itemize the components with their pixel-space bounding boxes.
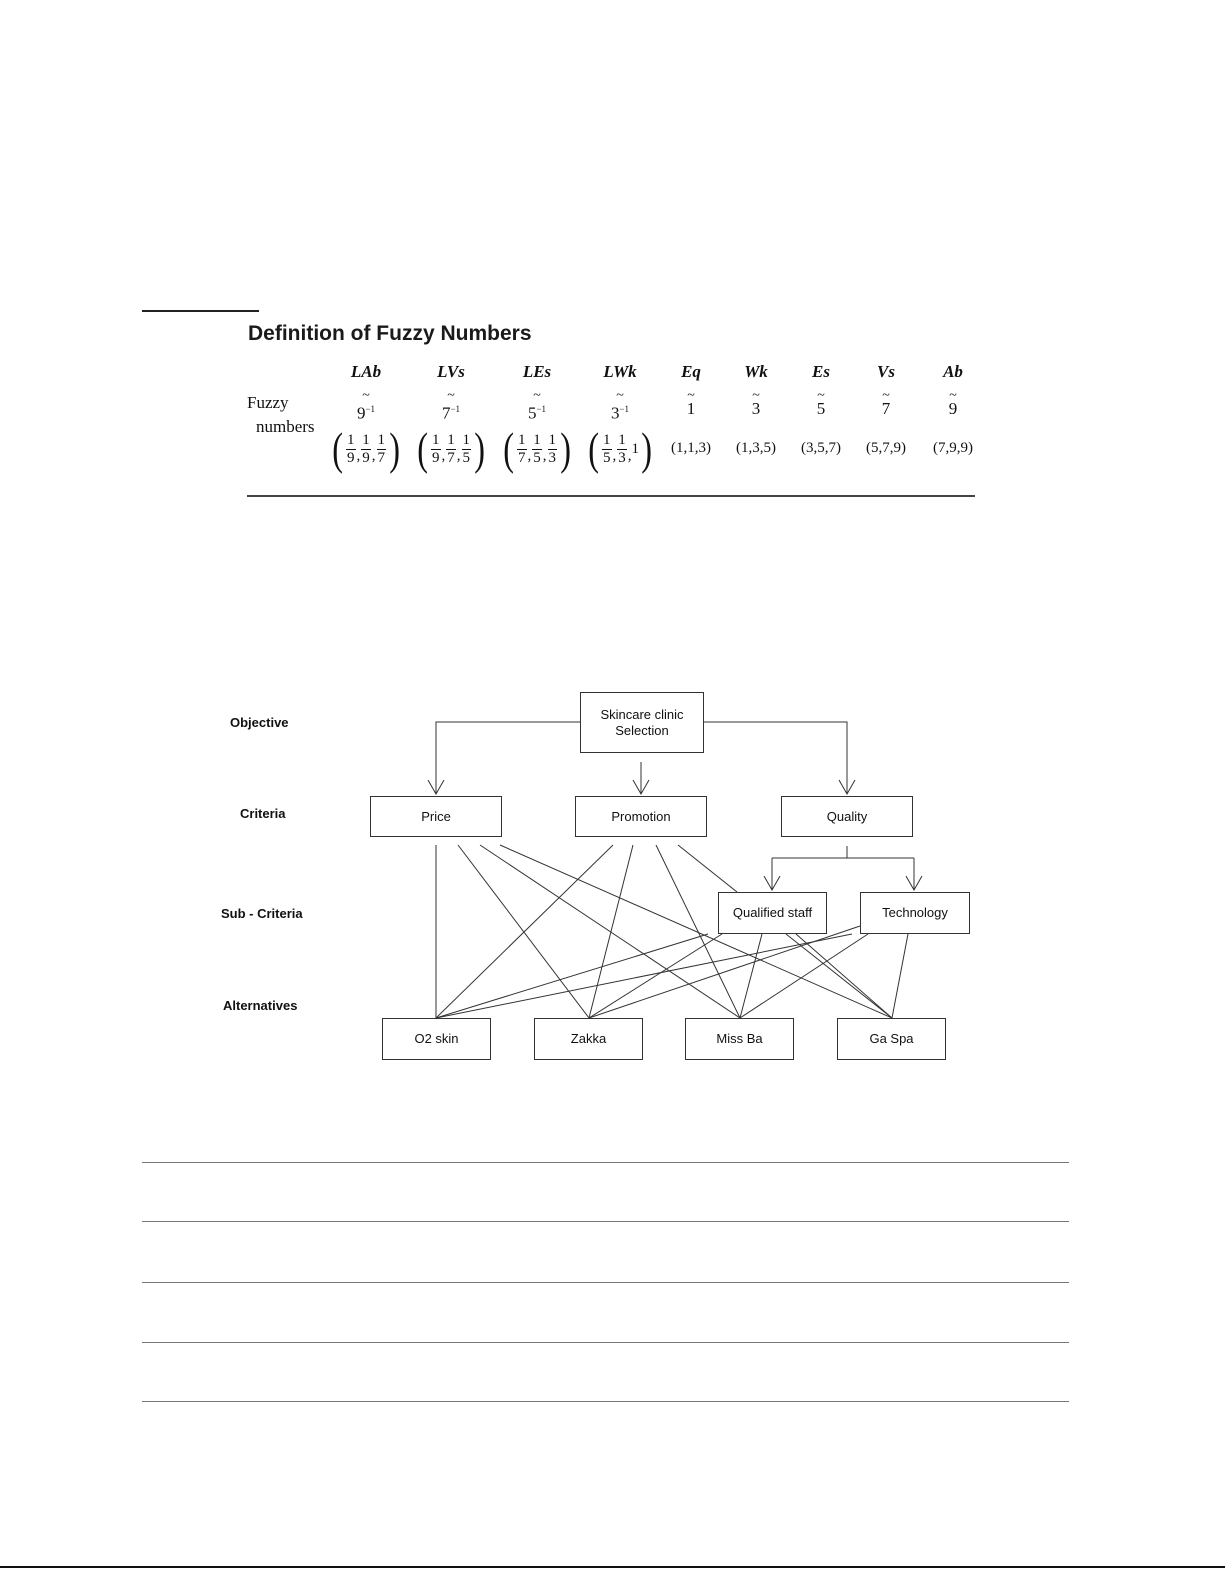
fuzzy-symbol-vs: ~ 7 <box>881 388 891 418</box>
alternative-o2-skin: O2 skin <box>382 1018 491 1060</box>
table-rule-3 <box>142 1282 1069 1283</box>
column-header-lab: LAb <box>350 362 382 381</box>
link-price-gaspa <box>500 845 892 1018</box>
fuzzy-tuple-eq: (1,1,3) <box>671 440 711 456</box>
table-rule-2 <box>142 1221 1069 1222</box>
goal-node: Skincare clinic Selection <box>580 692 704 753</box>
fraction: $\frac{1}{9}$ <box>362 431 370 466</box>
column-header-vs: Vs <box>877 362 895 381</box>
alternative-ga-spa: Ga Spa <box>837 1018 946 1060</box>
criterion-price: Price <box>370 796 502 837</box>
link-staff-o2skin <box>436 934 708 1018</box>
fraction: $\frac{1}{3}$ <box>618 431 626 466</box>
fuzzy-symbol-lwk: ~ $3^{-1}$ <box>610 388 630 423</box>
link-tech-zakka <box>589 926 860 1018</box>
column-header-les: LEs <box>522 362 552 381</box>
fuzzy-tuple-ab: (7,9,9) <box>933 440 973 456</box>
fuzzy-symbol-eq: ~ 1 <box>686 388 696 418</box>
level-label-criteria: Criteria <box>240 806 286 821</box>
fuzzy-symbol-es: ~ 5 <box>816 388 826 418</box>
table-rule-1 <box>142 1162 1069 1163</box>
fraction: $\frac{1}{9}$ <box>347 431 355 466</box>
fuzzy-symbol-ab: ~ 9 <box>948 388 958 418</box>
alternative-miss-ba: Miss Ba <box>685 1018 794 1060</box>
fuzzy-symbol-lab: ~ $9^{-1}$ <box>356 388 376 423</box>
column-header-eq: Eq <box>681 362 701 381</box>
fuzzy-tuple-lvs: ( $\frac{1}{9}$ , $\frac{1}{7}$ , $\frac{1}{5}$ ) <box>416 423 486 474</box>
row-label-fuzzy: Fuzzy <box>247 393 289 412</box>
fuzzy-symbol-lvs: ~ $7^{-1}$ <box>441 388 461 423</box>
fuzzy-tuple-es: (3,5,7) <box>801 440 841 456</box>
link-price-zakka <box>458 845 589 1018</box>
alternative-zakka: Zakka <box>534 1018 643 1060</box>
fraction: $\frac{1}{9}$ <box>432 431 440 466</box>
fuzzy-tuple-wk: (1,3,5) <box>736 440 776 456</box>
level-label-sub-criteria: Sub - Criteria <box>221 906 303 921</box>
column-header-lwk: LWk <box>603 362 637 381</box>
link-promotion-gaspa <box>678 845 737 892</box>
column-header-wk: Wk <box>744 362 768 381</box>
table-title: Definition of Fuzzy Numbers <box>248 322 532 345</box>
column-header-ab: Ab <box>943 362 963 381</box>
fuzzy-symbol-wk: ~ 3 <box>751 388 761 418</box>
column-header-es: Es <box>812 362 830 381</box>
row-label-numbers: numbers <box>256 417 315 436</box>
fraction: $\frac{1}{5}$ <box>462 431 470 466</box>
link-promotion-o2skin <box>436 845 613 1018</box>
fraction: $\frac{1}{7}$ <box>518 431 526 466</box>
connector-goal-price <box>436 722 580 794</box>
link-promotion-zakka <box>589 845 633 1018</box>
criterion-promotion: Promotion <box>575 796 707 837</box>
link-tech-gaspa <box>892 934 908 1018</box>
link-staff-gaspa <box>786 934 892 1018</box>
link-staff-zakka <box>589 934 722 1018</box>
link-tech-o2skin <box>436 934 852 1018</box>
fuzzy-tuple-les: ( $\frac{1}{7}$ , $\frac{1}{5}$ , $\frac{1}{3}$ ) <box>502 423 572 474</box>
fuzzy-tuple-lab: ( $\frac{1}{9}$ , $\frac{1}{9}$ , $\frac{1}{7}$ ) <box>331 423 401 474</box>
column-header-lvs: LVs <box>437 362 465 381</box>
connector-goal-quality <box>703 722 847 794</box>
table-rule-5 <box>142 1401 1069 1402</box>
level-label-objective: Objective <box>230 715 289 730</box>
link-staff-gaspa-2 <box>796 934 892 1018</box>
fuzzy-symbol-les: ~ $5^{-1}$ <box>527 388 547 423</box>
fraction: $\frac{1}{5}$ <box>533 431 541 466</box>
sub-criterion-qualified-staff: Qualified staff <box>718 892 827 934</box>
page-bottom-rule <box>0 1566 1225 1568</box>
fraction: $\frac{1}{5}$ <box>603 431 611 466</box>
sub-criterion-technology: Technology <box>860 892 970 934</box>
table-rule-4 <box>142 1342 1069 1343</box>
fuzzy-tuple-vs: (5,7,9) <box>866 440 906 456</box>
criterion-quality: Quality <box>781 796 913 837</box>
fraction: $\frac{1}{7}$ <box>377 431 385 466</box>
level-label-alternatives: Alternatives <box>223 998 298 1013</box>
fuzzy-tuple-lwk: ( $\frac{1}{5}$ , $\frac{1}{3}$ , 1 ) <box>587 423 653 474</box>
fraction: $\frac{1}{3}$ <box>548 431 556 466</box>
fraction: $\frac{1}{7}$ <box>447 431 455 466</box>
